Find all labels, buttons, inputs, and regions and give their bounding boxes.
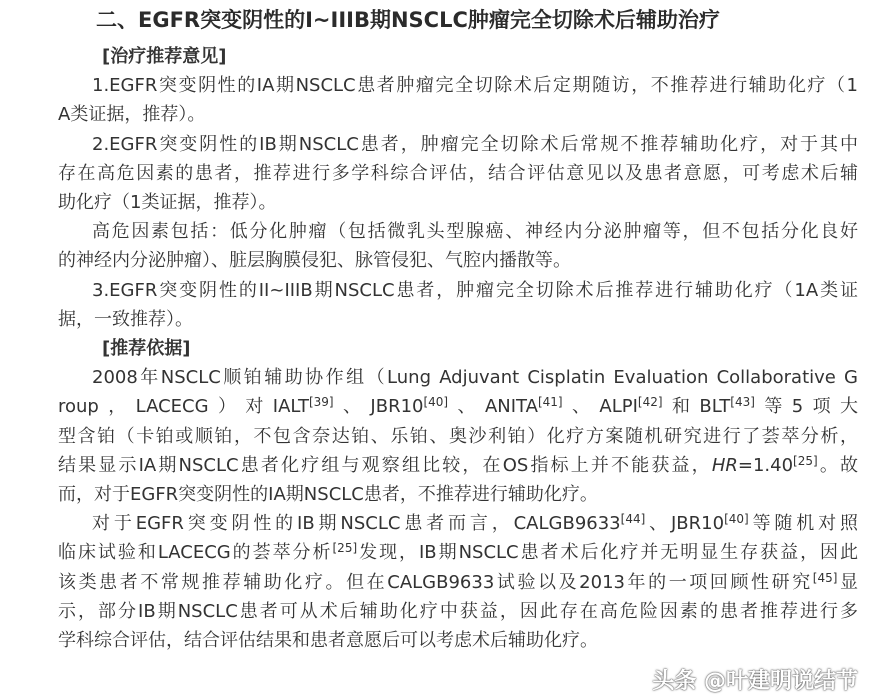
citation-ref: [25] [332, 541, 358, 555]
text-line [58, 424, 858, 450]
section-title: 二、EGFR突变阴性的I~IIIB期NSCLC肿瘤完全切除术后辅助治疗 [96, 8, 720, 32]
text-run: =1.40 [737, 455, 794, 476]
text-run: 3.EGFR突变阴性的II~IIIB期NSCLC患者，肿瘤完全切除术后推荐进行辅助化疗（1A类证 [92, 280, 858, 301]
text-line [58, 540, 858, 566]
text-line [58, 453, 858, 479]
text-run: [治疗推荐意见] [102, 46, 227, 67]
watermark: 头条 @叶建明说结节 [652, 669, 858, 694]
text-line [58, 570, 858, 596]
text-line [92, 219, 858, 245]
text-run: 1.EGFR突变阴性的IA期NSCLC患者肿瘤完全切除术后定期随访，不推荐进行辅助化疗（1 [92, 75, 858, 96]
text-run: 发现，IB期NSCLC患者术后化疗并无明显生存获益，因此 [357, 542, 858, 563]
citation-ref: [25] [793, 454, 818, 468]
text-run: 。故 [817, 455, 858, 476]
citation-ref: [43] [730, 395, 755, 409]
citation-ref: [42] [637, 395, 663, 409]
text-line [58, 190, 858, 216]
text-run: 学科综合评估，结合评估结果和患者意愿后可以考虑术后辅助化疗。 [58, 630, 598, 651]
section-heading [102, 44, 874, 70]
text-line [92, 132, 858, 158]
text-run: 型含铂（卡铂或顺铂，不包含奈达铂、乐铂、奥沙利铂）化疗方案随机研究进行了荟萃分析， [58, 426, 858, 447]
italic-text: HR [711, 455, 738, 476]
text-run: 临床试验和LACECG的荟萃分析 [58, 542, 333, 563]
text-run: roup，LACECG）对IALT [58, 396, 309, 417]
text-run: 存在高危因素的患者，推荐进行多学科综合评估，结合评估意见以及患者意愿，可考虑术后辅 [58, 163, 858, 184]
text-run: 2008年NSCLC顺铂辅助协作组（Lung Adjuvant Cisplatin Evaluation Collaborative G [92, 367, 858, 388]
text-run: 而，对于EGFR突变阴性的IA期NSCLC患者，不推荐进行辅助化疗。 [58, 484, 598, 505]
text-run: 结果显示IA期NSCLC患者化疗组与观察组比较，在OS指标上并不能获益， [58, 455, 712, 476]
text-line [92, 73, 858, 99]
text-line [58, 307, 858, 333]
text-line [92, 365, 858, 391]
text-run: 、JBR10 [645, 513, 725, 534]
text-run: 对于EGFR突变阴性的IB期NSCLC患者而言，CALGB9633 [92, 513, 621, 534]
text-run: 该类患者不常规推荐辅助化疗。但在CALGB9633试验以及2013年的一项回顾性研究 [58, 572, 813, 593]
citation-ref: [41] [537, 395, 563, 409]
citation-ref: [39] [308, 395, 334, 409]
citation-ref: [40] [724, 512, 749, 526]
text-line [92, 511, 858, 537]
text-run: 显 [837, 572, 859, 593]
section-heading [102, 336, 874, 362]
text-line [92, 278, 858, 304]
text-line [58, 628, 858, 654]
text-run: 2.EGFR突变阴性的IB期NSCLC患者，肿瘤完全切除术后常规不推荐辅助化疗，对于其中 [92, 134, 858, 155]
text-line [58, 394, 858, 420]
text-run: 、ALPI [562, 396, 638, 417]
text-run: 高危因素包括：低分化肿瘤（包括微乳头型腺癌、神经内分泌肿瘤等，但不包括分化良好 [92, 221, 858, 242]
text-run: 等随机对照 [748, 513, 859, 534]
text-run: 据，一致推荐）。 [58, 309, 193, 330]
citation-ref: [40] [423, 395, 449, 409]
citation-ref: [45] [812, 571, 838, 585]
text-run: 和BLT [662, 396, 731, 417]
text-line [58, 482, 858, 508]
text-run: 、ANITA [448, 396, 538, 417]
citation-ref: [44] [620, 512, 646, 526]
text-run: 、JBR10 [333, 396, 424, 417]
text-run: 等5项大 [754, 396, 858, 417]
text-line [58, 599, 858, 625]
text-run: 示，部分IB期NSCLC患者可从术后辅助化疗中获益，因此存在高危险因素的患者推荐进行多 [58, 601, 858, 622]
text-line [58, 161, 858, 187]
text-line [58, 248, 858, 274]
text-run: 的神经内分泌肿瘤）、脏层胸膜侵犯、脉管侵犯、气腔内播散等。 [58, 250, 571, 271]
text-run: 助化疗（1类证据，推荐）。 [58, 192, 277, 213]
text-line [58, 102, 858, 128]
text-run: [推荐依据] [102, 338, 191, 359]
text-run: A类证据，推荐）。 [58, 104, 206, 125]
